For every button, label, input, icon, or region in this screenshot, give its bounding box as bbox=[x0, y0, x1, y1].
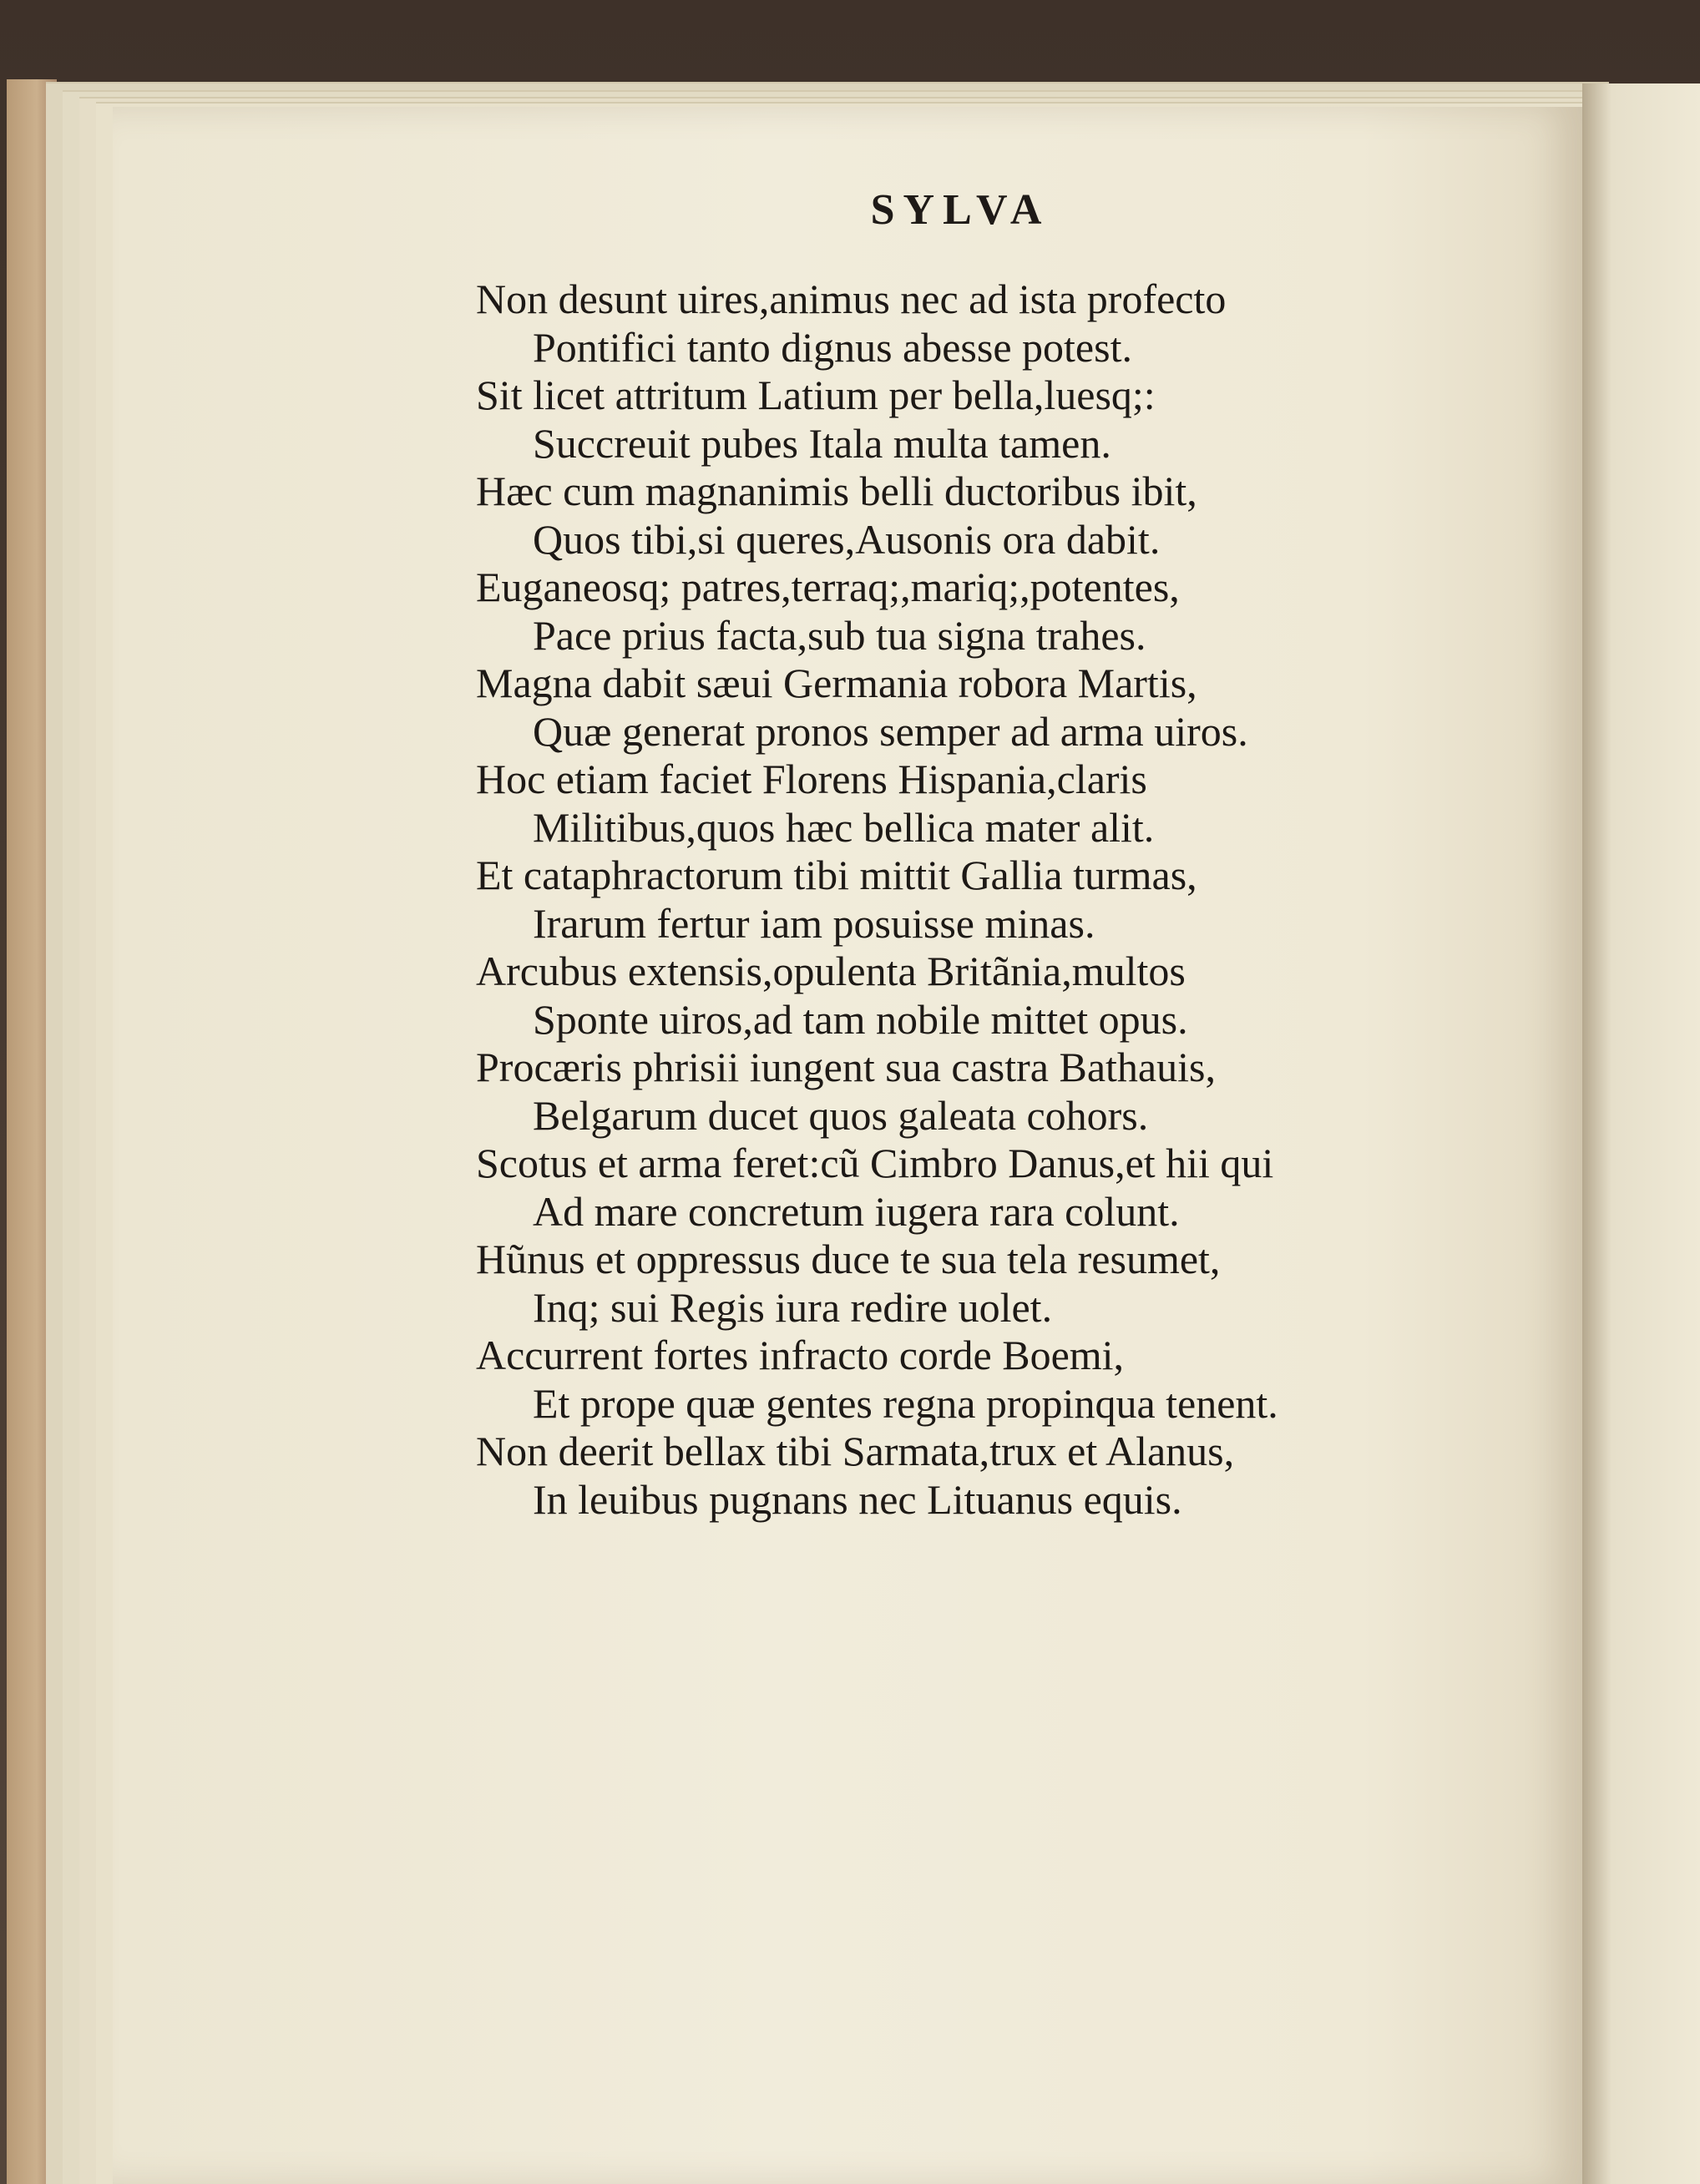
verse-line: Militibus,quos hæc bellica mater alit. bbox=[533, 803, 1155, 851]
verse-line: Quos tibi,si queres,Ausonis ora dabit. bbox=[533, 515, 1161, 563]
verse-line: Hoc etiam faciet Florens Hispania,claris bbox=[476, 756, 1147, 802]
verse-line: Hũnus et oppressus duce te sua tela resumet, bbox=[476, 1236, 1221, 1282]
verse-line: Belgarum ducet quos galeata cohors. bbox=[533, 1091, 1149, 1139]
verse-line: Accurrent fortes infracto corde Boemi, bbox=[476, 1332, 1125, 1378]
verse-line: Arcubus extensis,opulenta Britãnia,multos bbox=[476, 948, 1186, 994]
verse-line: Et cataphractorum tibi mittit Gallia turmas, bbox=[476, 852, 1197, 898]
verse-line: Sit licet attritum Latium per bella,luesq;: bbox=[476, 372, 1156, 418]
verse-line: Non desunt uires,animus nec ad ista profecto bbox=[476, 276, 1227, 322]
verse-line: In leuibus pugnans nec Lituanus equis. bbox=[533, 1475, 1182, 1523]
verse-line: Succreuit pubes Itala multa tamen. bbox=[533, 419, 1111, 467]
facing-page-edge bbox=[1582, 83, 1700, 2184]
verse-line: Pontifici tanto dignus abesse potest. bbox=[533, 323, 1132, 371]
verse-line: Inq; sui Regis iura redire uolet. bbox=[533, 1283, 1053, 1331]
verse-line: Et prope quæ gentes regna propinqua tenent. bbox=[533, 1379, 1278, 1427]
verse-line: Quæ generat pronos semper ad arma uiros. bbox=[533, 707, 1248, 755]
verse-line: Magna dabit sæui Germania robora Martis, bbox=[476, 660, 1197, 706]
verse-line: Irarum fertur iam posuisse minas. bbox=[533, 899, 1095, 947]
verse-line: Sponte uiros,ad tam nobile mittet opus. bbox=[533, 995, 1188, 1043]
verse-line: Ad mare concretum iugera rara colunt. bbox=[533, 1187, 1180, 1235]
verse-line: Hæc cum magnanimis belli ductoribus ibit, bbox=[476, 468, 1197, 514]
verse-line: Non deerit bellax tibi Sarmata,trux et Alanus, bbox=[476, 1428, 1235, 1474]
poem-text bbox=[476, 276, 1478, 1524]
verse-line: Scotus et arma feret:cũ Cimbro Danus,et hii qui bbox=[476, 1140, 1274, 1186]
verse-line: Pace prius facta,sub tua signa trahes. bbox=[533, 611, 1146, 659]
running-head: SYLVA bbox=[870, 186, 1050, 234]
verse-line: Euganeosq; patres,terraq;,mariq;,potentes, bbox=[476, 564, 1180, 610]
verse-line: Procæris phrisii iungent sua castra Bathauis, bbox=[476, 1044, 1216, 1090]
